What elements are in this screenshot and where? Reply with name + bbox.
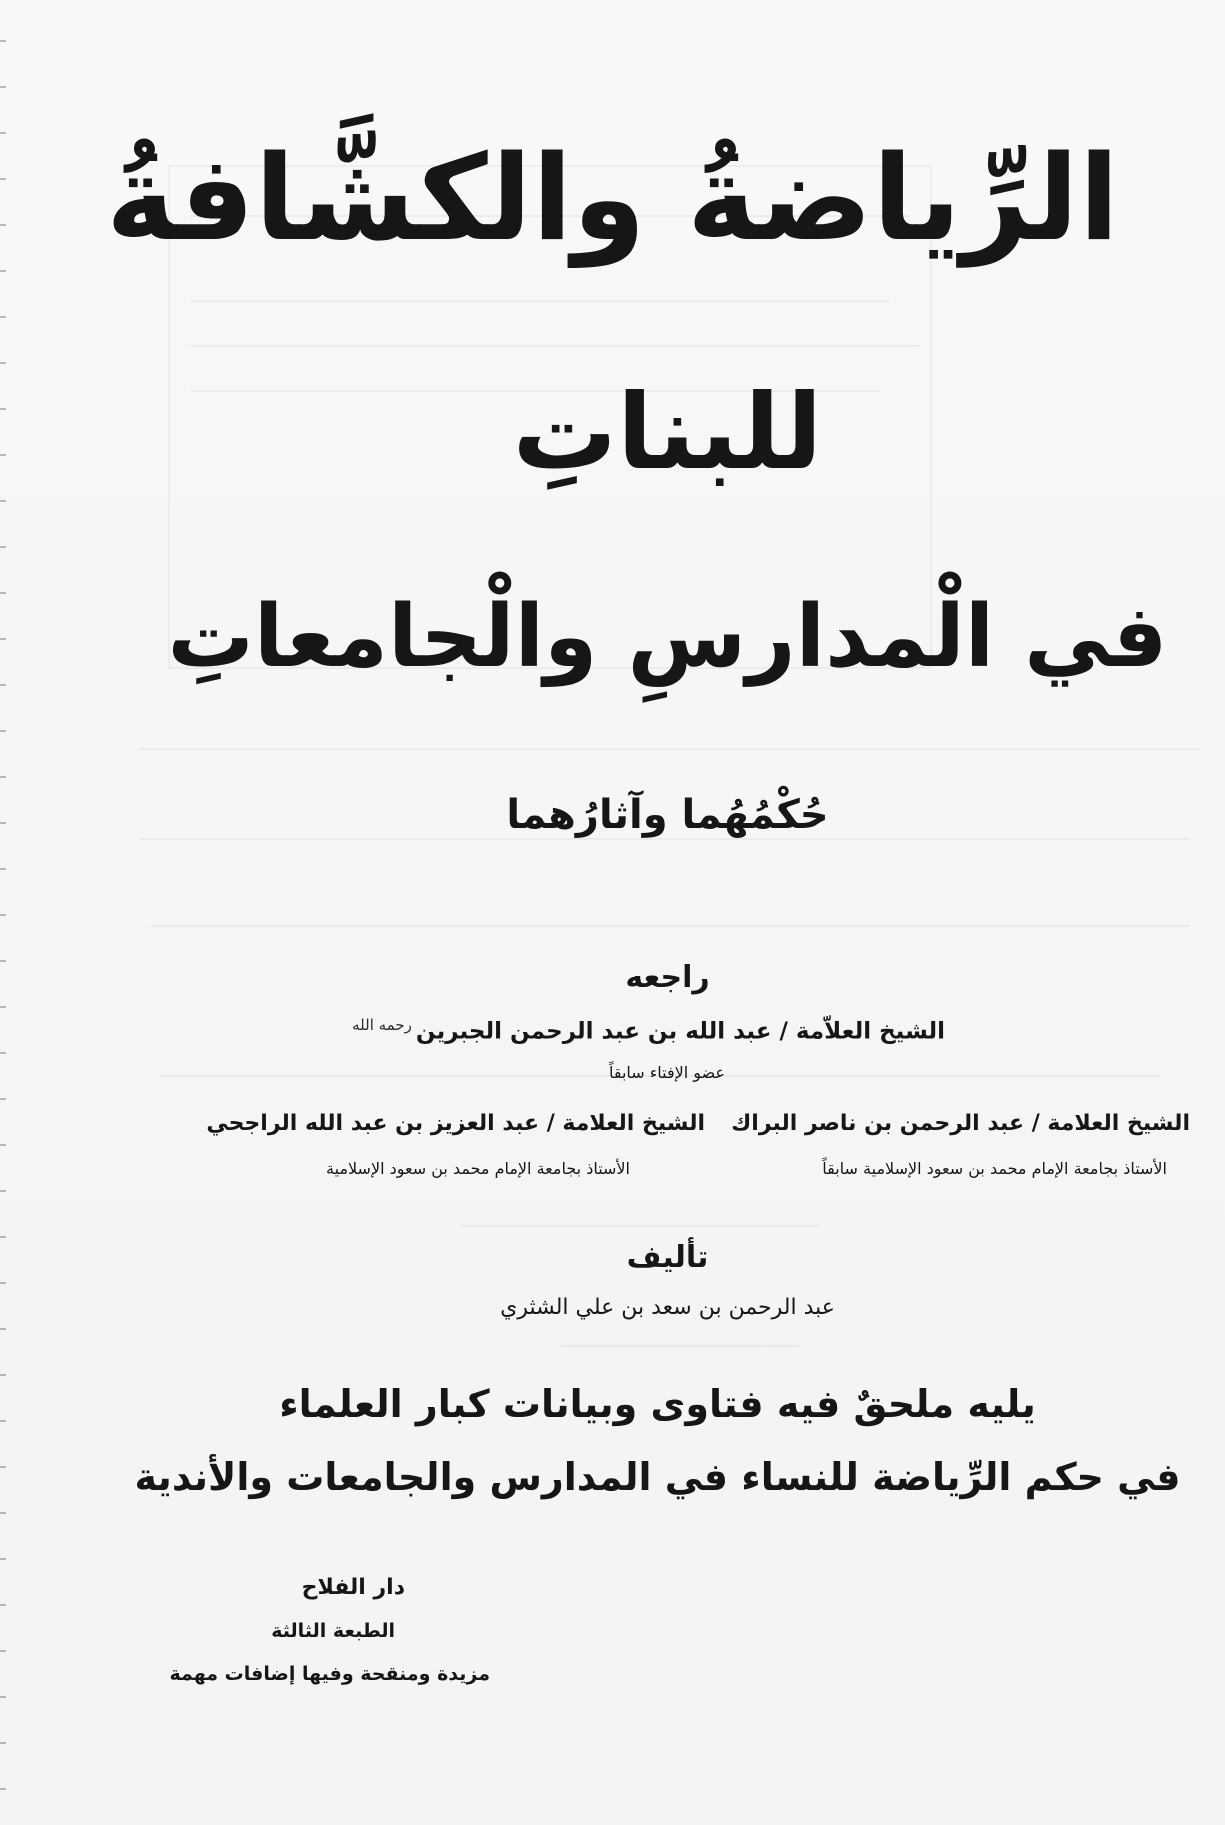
honorific-mark: رحمه الله [352, 1016, 412, 1034]
reviewer-2-role: الأستاذ بجامعة الإمام محمد بن سعود الإسلامية سابقاً [822, 1159, 1167, 1178]
reviewer-3-name: الشيخ العلامة / عبد العزيز بن عبد الله الراجحي [206, 1111, 705, 1136]
book-title-line-1: الرِّياضةُ والكشَّافةُ [105, 129, 1120, 267]
bleed-through-line [140, 748, 1200, 750]
reviewer-1-role: عضو الإفتاء سابقاً [608, 1063, 725, 1082]
edition-note: مزيدة ومنقحة وفيها إضافات مهمة [169, 1663, 490, 1685]
reviewed-by-heading: راجعه [625, 960, 710, 995]
page-edge-marks [0, 40, 6, 1800]
bleed-through-line [190, 345, 920, 347]
book-subtitle: حُكْمُهُما وآثارُهما [506, 792, 829, 838]
bleed-through-line [150, 925, 1190, 927]
edition-label: الطبعة الثالثة [271, 1620, 395, 1642]
reviewer-1-name-text: الشيخ العلاّمة / عبد الله بن عبد الرحمن الجبرين [415, 1018, 945, 1045]
bleed-through-line [190, 300, 890, 302]
reviewer-3-role: الأستاذ بجامعة الإمام محمد بن سعود الإسلامية [326, 1159, 630, 1178]
appendix-line-1: يليه ملحقٌ فيه فتاوى وبيانات كبار العلماء [279, 1382, 1036, 1426]
publisher-name: دار الفلاح [301, 1575, 405, 1600]
bleed-through-line [140, 838, 1190, 840]
bleed-through-line [560, 1345, 800, 1347]
book-title-line-3: في الْمدارسِ والْجامعاتِ [167, 587, 1168, 687]
author-heading: تأليف [626, 1240, 709, 1275]
author-name: عبد الرحمن بن سعد بن علي الشثري [500, 1295, 835, 1320]
reviewer-1-name [352, 1016, 945, 1045]
reviewer-2-name: الشيخ العلامة / عبد الرحمن بن ناصر البراك [731, 1111, 1190, 1136]
appendix-line-2: في حكم الرِّياضة للنساء في المدارس والجامعات والأندية [134, 1455, 1181, 1499]
bleed-through-line [460, 1225, 820, 1227]
book-title-line-2: للبناتِ [512, 371, 823, 493]
